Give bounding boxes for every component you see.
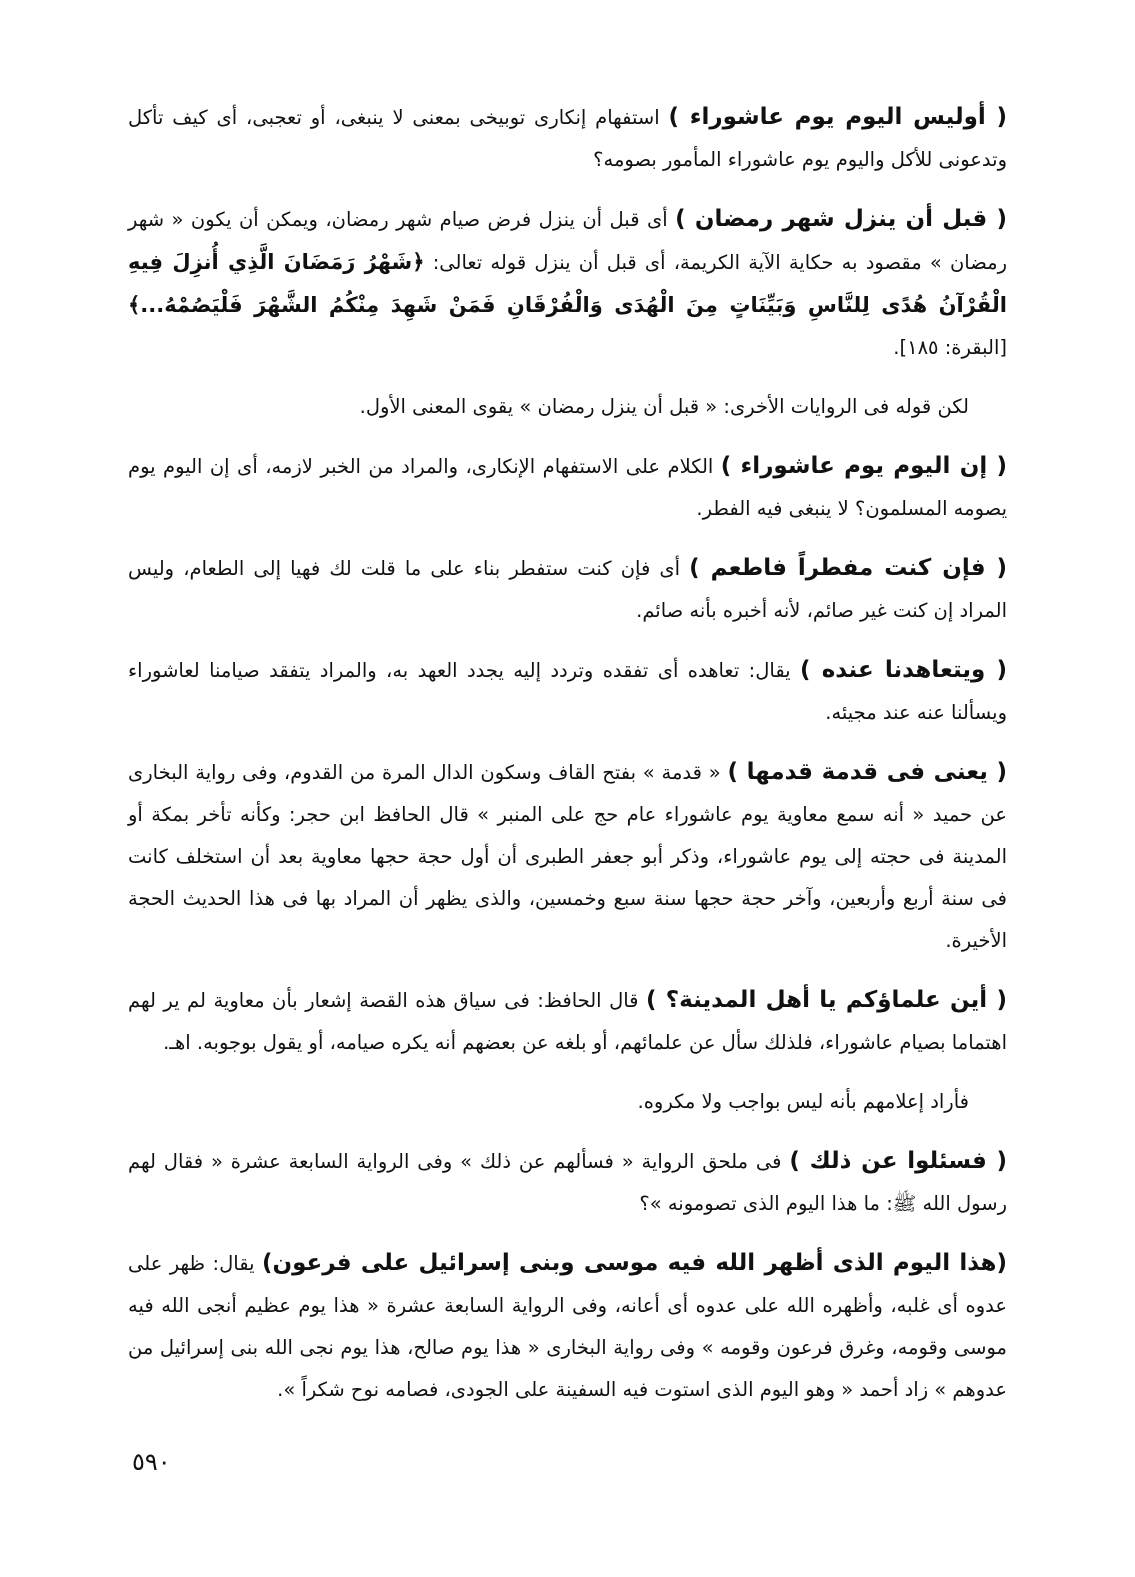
paragraph-heading: ( فإن كنت مفطراً فاطعم ) [689, 555, 1007, 581]
paragraph-heading: ( أين علماؤكم يا أهل المدينة؟ ) [645, 987, 1007, 1013]
paragraph-heading: ( ويتعاهدنا عنده ) [800, 657, 1007, 683]
paragraph-text: لكن قوله فى الروايات الأخرى: « قبل أن ينزل رمضان » يقوى المعنى الأول. [359, 395, 969, 418]
paragraph-heading: ( قبل أن ينزل شهر رمضان ) [675, 206, 1007, 232]
paragraph-text: « قدمة » بفتح القاف وسكون الدال المرة من القدوم، وفى رواية البخارى عن حميد « أنه سمع معاوية يوم عاشوراء عام حج على المنبر » قال الحافظ ابن حجر: وكأنه تأخر بمكة أو المدينة فى حجته إلى يوم عاشوراء، وذكر أبو جعفر الطبرى أن أول حجة حجها معاوية بعد أن استخلف كانت فى سنة أربع وأربعين، وآخر حجة حجها سنة سبع وخمسين، والذى يظهر أن المراد بها فى هذا الحديث الحجة الأخيرة. [128, 761, 1007, 952]
paragraph-text: يقال: تعاهده أى تفقده وتردد إليه يجدد العهد به، والمراد يتفقد صيامنا لعاشوراء ويسألنا عنه عند مجيئه. [128, 659, 1007, 724]
paragraph-heading: ( أوليس اليوم يوم عاشوراء ) [668, 104, 1007, 130]
paragraph-text: فى ملحق الرواية « فسألهم عن ذلك » وفى الرواية السابعة عشرة « فقال لهم رسول الله ﷺ: ما هذا اليوم الذى تصومونه »؟ [128, 1150, 1007, 1215]
paragraph [128, 198, 1007, 369]
paragraph [128, 751, 1007, 962]
paragraph-text: أى قبل أن ينزل فرض صيام شهر رمضان، ويمكن أن يكون « شهر رمضان » مقصود به حكاية الآية الكريمة، أى قبل أن ينزل قوله تعالى: [128, 208, 1007, 274]
paragraph-text: استفهام إنكارى توبيخى بمعنى لا ينبغى، أو تعجبى، أى كيف تأكل وتدعونى للأكل واليوم يوم عاشوراء المأمور بصومه؟ [128, 106, 1007, 171]
verse-reference: [البقرة: ١٨٥]. [893, 336, 1007, 359]
paragraph-heading: ( يعنى فى قدمة قدمها ) [727, 759, 1008, 785]
paragraph [128, 979, 1007, 1064]
paragraph-text: أى فإن كنت ستفطر بناء على ما قلت لك فهيا إلى الطعام، وليس المراد إن كنت غير صائم، لأنه أخبره بأنه صائم. [128, 557, 1007, 622]
paragraph-text: قال الحافظ: فى سياق هذه القصة إشعار بأن معاوية لم ير لهم اهتماما بصيام عاشوراء، فلذلك سأل عن علمائهم، أو بلغه عن بعضهم أنه يكره صيامه، أو يقول بوجوبه. اهـ. [128, 989, 1007, 1054]
paragraph [128, 1081, 1007, 1123]
paragraph [128, 386, 1007, 428]
paragraph-text: يقال: ظهر على عدوه أى غلبه، وأظهره الله على عدوه أى أعانه، وفى الرواية السابعة عشرة « هذا يوم عظيم أنجى الله فيه موسى وقومه، وغرق فرعون وقومه » وفى رواية البخارى « هذا يوم صالح، هذا يوم نجى الله بنى إسرائيل من عدوهم » زاد أحمد « وهو اليوم الذى استوت فيه السفينة على الجودى، فصامه نوح شكراً ». [128, 1252, 1007, 1401]
paragraph-heading: ( إن اليوم يوم عاشوراء ) [720, 453, 1007, 479]
paragraph [128, 1242, 1007, 1411]
page-number: ٥٩٠ [132, 1448, 171, 1476]
paragraph [128, 649, 1007, 734]
paragraph [128, 445, 1007, 530]
paragraph-heading: (هذا اليوم الذى أظهر الله فيه موسى وبنى إسرائيل على فرعون) [261, 1250, 1007, 1276]
paragraph [128, 547, 1007, 632]
quran-verse: ﴿شَهْرُ رَمَضَانَ الَّذِي أُنزِلَ فِيهِ الْقُرْآنُ هُدًى لِلنَّاسِ وَبَيِّنَاتٍ مِنَ الْهُدَى وَالْفُرْقَانِ فَمَنْ شَهِدَ مِنْكُمُ الشَّهْرَ فَلْيَصُمْهُ...﴾ [128, 250, 1007, 317]
paragraph [128, 1140, 1007, 1225]
page-body [128, 96, 1007, 1428]
paragraph-text: فأراد إعلامهم بأنه ليس بواجب ولا مكروه. [637, 1090, 969, 1113]
paragraph-heading: ( فسئلوا عن ذلك ) [789, 1148, 1007, 1174]
paragraph [128, 96, 1007, 181]
paragraph-text: الكلام على الاستفهام الإنكارى، والمراد من الخبر لازمه، أى إن اليوم يوم يصومه المسلمون؟ لا ينبغى فيه الفطر. [128, 455, 1007, 520]
